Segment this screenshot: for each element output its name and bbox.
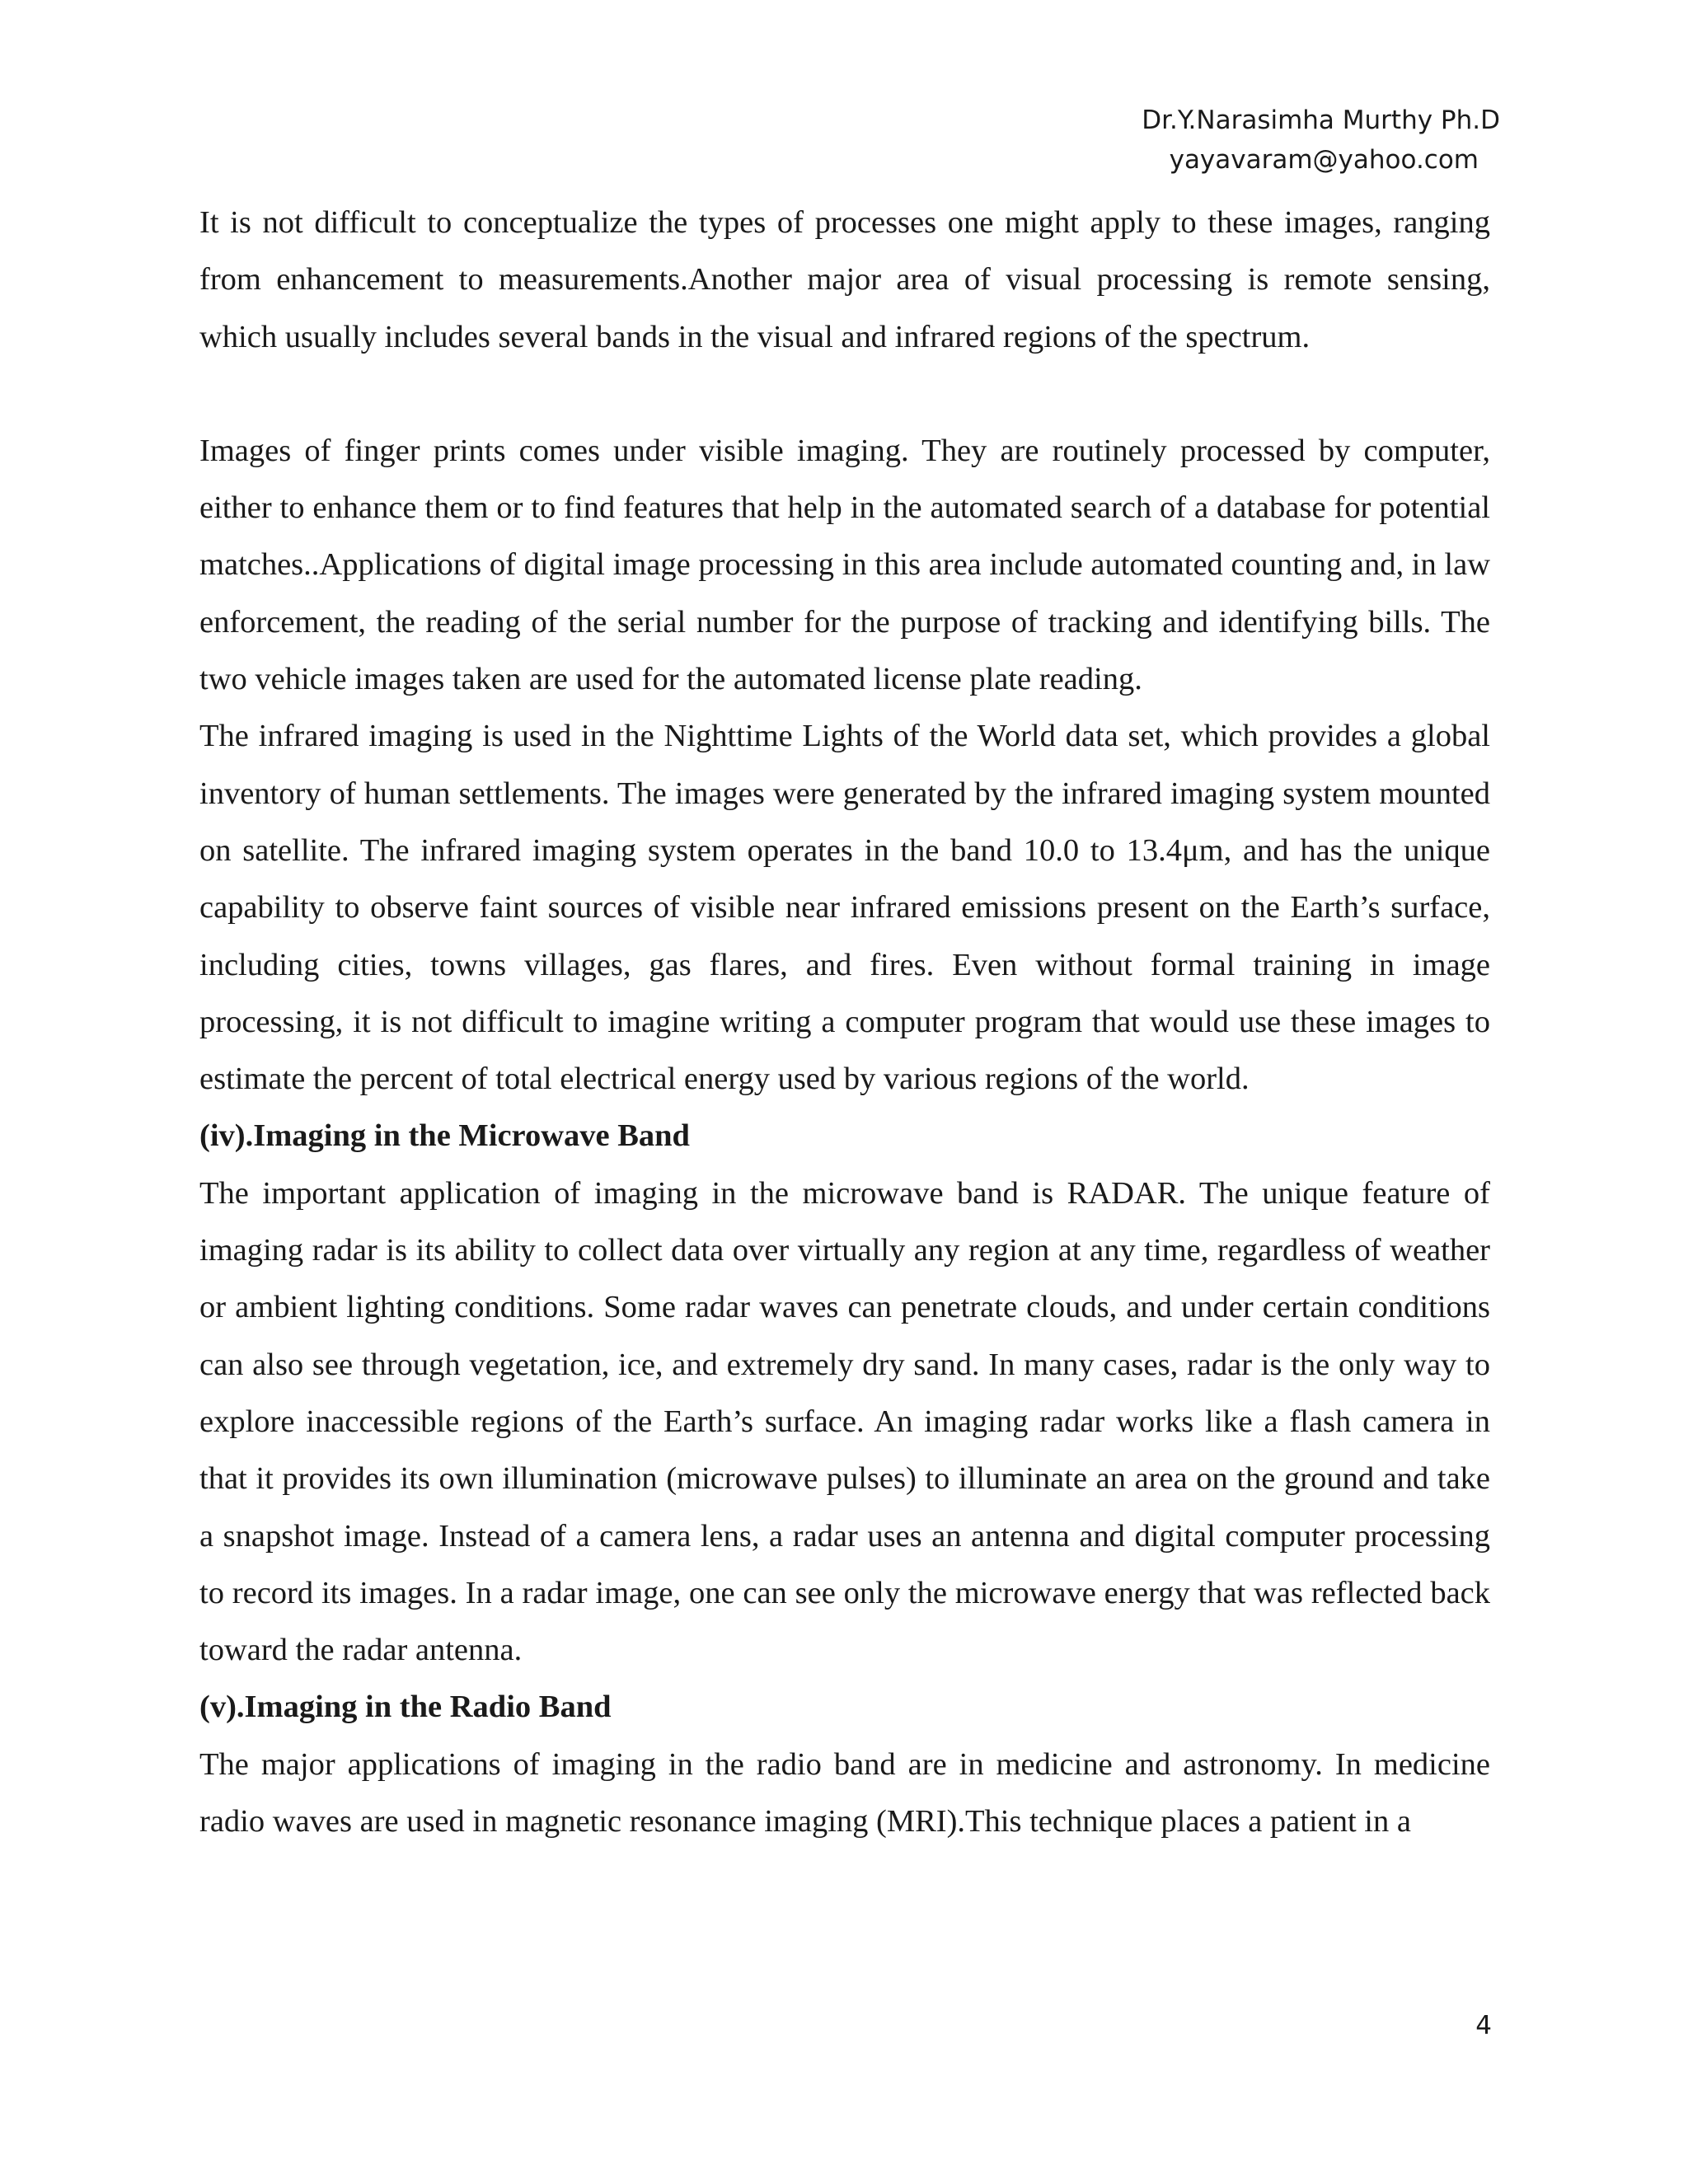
section-heading-microwave: (iv).Imaging in the Microwave Band: [199, 1118, 690, 1154]
author-name: Dr.Y.Narasimha Murthy Ph.D: [1142, 105, 1500, 135]
paragraph-microwave-radar: The important application of imaging in the microwave band is RADAR. The unique feature of imaging radar is its ability to collect data over virtually any region at any time, regardless of weather or ambient lighting conditions. Some radar waves can penetrate clouds, and under certain conditions can also see through vegetation, ice, and extremely dry sand. In many cases, radar is the only way to explore inaccessible regions of the Earth’s surface. An imaging radar works like a flash camera in that it provides its own illumination (microwave pulses) to illuminate an area on the ground and take a snapshot image. Instead of a camera lens, a radar uses an antenna and digital computer processing to record its images. In a radar image, one can see only the microwave energy that was reflected back toward the radar antenna.: [199, 1175, 1490, 1668]
page-header: [1142, 101, 1500, 180]
author-email: yayavaram@yahoo.com: [1169, 145, 1479, 175]
paragraph-infrared-imaging: The infrared imaging is used in the Nighttime Lights of the World data set, which provides a global inventory of human settlements. The images were generated by the infrared imaging system mounted on satellite. The infrared imaging system operates in the band 10.0 to 13.4μm, and has the unique capability to observe faint sources of visible near infrared emissions present on the Earth’s surface, including cities, towns villages, gas flares, and fires. Even without formal training in image processing, it is not difficult to imagine writing a computer program that would use these images to estimate the percent of total electrical energy used by various regions of the world.: [199, 719, 1490, 1097]
body-text: [199, 194, 1490, 1850]
paragraph-radio-band: The major applications of imaging in the radio band are in medicine and astronomy. In medicine radio waves are used in magnetic resonance imaging (MRI).This technique places a patient in a: [199, 1746, 1490, 1840]
section-heading-radio: (v).Imaging in the Radio Band: [199, 1690, 612, 1725]
paragraph-gap: [199, 366, 1490, 423]
paragraph-remote-sensing: It is not difficult to conceptualize the types of processes one might apply to these images, ranging from enhancement to measurements.Another major area of visual processing is remote sensing, which usually includes several bands in the visual and infrared regions of the spectrum.: [199, 205, 1490, 354]
page-number: 4: [1475, 2011, 1492, 2041]
paragraph-finger-prints: Images of finger prints comes under visible imaging. They are routinely processed by computer, either to enhance them or to find features that help in the automated search of a database for potential matches..Applications of digital image processing in this area include automated counting and, in law enforcement, the reading of the serial number for the purpose of tracking and identifying bills. The two vehicle images taken are used for the automated license plate reading.: [199, 433, 1490, 697]
